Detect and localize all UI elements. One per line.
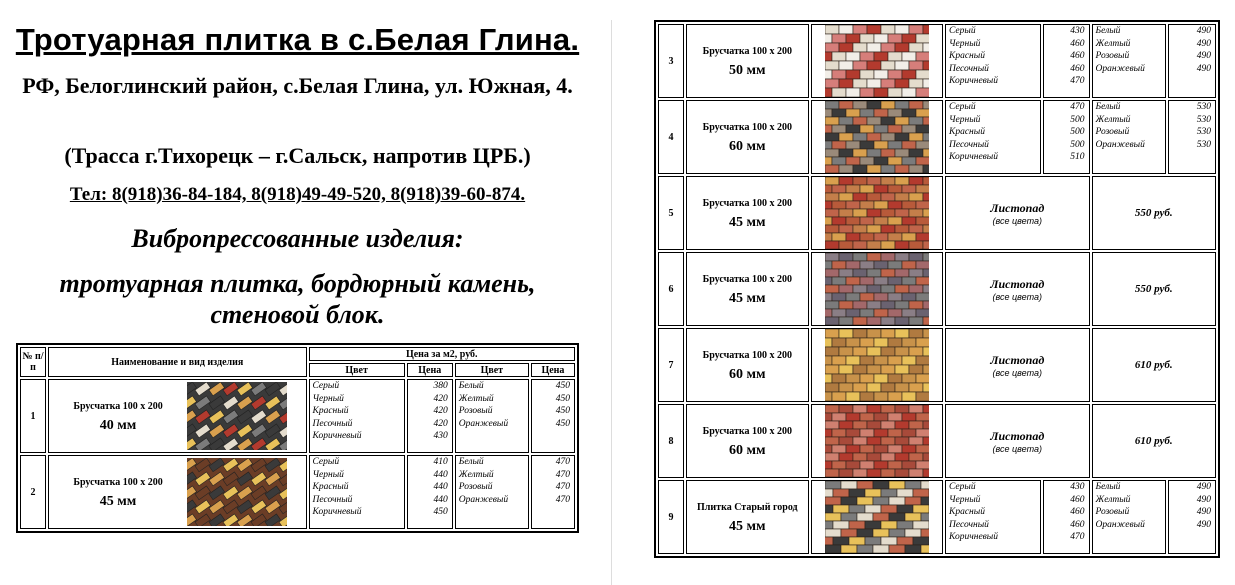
- product-name: Брусчатка 100 х 200: [702, 46, 792, 57]
- product-name: Плитка Старый город: [697, 502, 798, 513]
- product-name-cell: [48, 455, 306, 529]
- listopad-cell: [945, 252, 1090, 326]
- product-thickness: 45 мм: [729, 519, 766, 534]
- tile-photo-cell: [811, 480, 943, 554]
- product-thickness: 40 мм: [99, 418, 137, 433]
- listopad-cell: [945, 176, 1090, 250]
- product-name: Брусчатка 100 х 200: [702, 274, 792, 285]
- header-color: Цвет: [309, 363, 405, 377]
- listopad-cell: [945, 328, 1090, 402]
- listopad-price: 610 руб.: [1092, 404, 1216, 478]
- price-list: 490 490 490 490: [1168, 24, 1216, 98]
- phone-numbers: Тел: 8(918)36-84-184, 8(918)49-49-520, 8(918)39-60-874.: [69, 184, 526, 205]
- tile-photo: [825, 405, 929, 477]
- left-page: [0, 0, 595, 585]
- price-list: 530 530 530 530: [1168, 100, 1216, 174]
- table-row: [658, 24, 1216, 98]
- product-thickness: 45 мм: [729, 291, 766, 306]
- product-name-cell: [686, 252, 808, 326]
- listopad-note: (все цвета): [992, 443, 1042, 454]
- color-list: Белый Желтый Розовый Оранжевый: [455, 379, 529, 453]
- product-name: Брусчатка 100 х 200: [73, 401, 163, 412]
- route-note: (Трасса г.Тихорецк – г.Сальск, напротив ЦРБ.): [64, 143, 531, 168]
- product-thickness: 45 мм: [729, 215, 766, 230]
- color-list: Белый Желтый Розовый Оранжевый: [1092, 100, 1166, 174]
- color-list: Белый Желтый Розовый Оранжевый: [1092, 480, 1166, 554]
- tile-photo: [825, 25, 929, 97]
- tile-photo: [825, 177, 929, 249]
- color-list: Белый Желтый Розовый Оранжевый: [1092, 24, 1166, 98]
- product-thickness: 45 мм: [99, 494, 137, 509]
- page-title: Тротуарная плитка в с.Белая Глина.: [15, 22, 580, 57]
- listopad-cell: [945, 404, 1090, 478]
- color-list: Белый Желтый Розовый Оранжевый: [455, 455, 529, 529]
- product-name: Брусчатка 100 х 200: [702, 198, 792, 209]
- product-name-cell: [686, 24, 808, 98]
- product-name: Брусчатка 100 х 200: [702, 122, 792, 133]
- table-row: [658, 252, 1216, 326]
- product-name-cell: [686, 404, 808, 478]
- row-number: 6: [658, 252, 684, 326]
- tile-photo-cell: [811, 24, 943, 98]
- header-price: Цена: [407, 363, 453, 377]
- header-color: Цвет: [455, 363, 529, 377]
- row-number: 5: [658, 176, 684, 250]
- table-row: [658, 404, 1216, 478]
- table-row: [658, 176, 1216, 250]
- price-list: 430 460 460 460 470: [1043, 480, 1089, 554]
- price-list: 450 450 450 450: [531, 379, 575, 453]
- page-divider: [611, 20, 612, 585]
- tile-photo-cell: [811, 252, 943, 326]
- listopad-label: Листопад: [990, 428, 1045, 443]
- color-list: Серый Черный Красный Песочный Коричневый: [945, 480, 1041, 554]
- price-list: 490 490 490 490: [1168, 480, 1216, 554]
- tile-photo: [825, 481, 929, 553]
- row-number: 2: [20, 455, 46, 529]
- product-name: Брусчатка 100 х 200: [702, 426, 792, 437]
- price-table-left: [16, 343, 579, 533]
- products-list: тротуарная плитка, бордюрный камень, стеновой блок.: [59, 269, 536, 329]
- product-thickness: 60 мм: [729, 367, 766, 382]
- table-row: [20, 379, 575, 453]
- tile-photo-cell: [811, 328, 943, 402]
- color-list: Серый Черный Красный Песочный Коричневый: [945, 24, 1041, 98]
- price-list: 470 500 500 500 510: [1043, 100, 1089, 174]
- header-price: Цена: [531, 363, 575, 377]
- tile-photo-cell: [811, 100, 943, 174]
- row-number: 1: [20, 379, 46, 453]
- product-thickness: 50 мм: [729, 63, 766, 78]
- header-name: Наименование и вид изделия: [48, 347, 306, 377]
- price-list: 470 470 470 470: [531, 455, 575, 529]
- tile-photo: [825, 101, 929, 173]
- color-list: Серый Черный Красный Песочный Коричневый: [945, 100, 1041, 174]
- row-number: 7: [658, 328, 684, 402]
- row-number: 9: [658, 480, 684, 554]
- listopad-price: 610 руб.: [1092, 328, 1216, 402]
- listopad-price: 550 руб.: [1092, 252, 1216, 326]
- tile-photo-cell: [811, 404, 943, 478]
- price-list: 380 420 420 420 430: [407, 379, 453, 453]
- listopad-label: Листопад: [990, 276, 1045, 291]
- tile-photo: [825, 329, 929, 401]
- product-name-cell: [686, 328, 808, 402]
- product-name-cell: [686, 480, 808, 554]
- price-list: 410 440 440 440 450: [407, 455, 453, 529]
- header-price-per-m2: Цена за м2, руб.: [309, 347, 575, 361]
- product-name: Брусчатка 100 х 200: [73, 477, 163, 488]
- row-number: 8: [658, 404, 684, 478]
- price-table-right: [654, 20, 1220, 558]
- tile-photo-cell: [811, 176, 943, 250]
- tile-photo: [825, 253, 929, 325]
- products-heading: Вибропрессованные изделия:: [131, 224, 464, 253]
- product-thickness: 60 мм: [729, 139, 766, 154]
- product-name-cell: [686, 100, 808, 174]
- listopad-note: (все цвета): [992, 291, 1042, 302]
- product-name-cell: [686, 176, 808, 250]
- listopad-note: (все цвета): [992, 215, 1042, 226]
- product-thickness: 60 мм: [729, 443, 766, 458]
- table-row: [658, 100, 1216, 174]
- row-number: 3: [658, 24, 684, 98]
- product-name-cell: [48, 379, 306, 453]
- tile-photo: [187, 458, 287, 526]
- listopad-label: Листопад: [990, 352, 1045, 367]
- table-row: [658, 328, 1216, 402]
- tile-photo: [187, 382, 287, 450]
- table-row: [20, 455, 575, 529]
- product-name: Брусчатка 100 х 200: [702, 350, 792, 361]
- address: РФ, Белоглинский район, с.Белая Глина, ул. Южная, 4.: [22, 73, 573, 98]
- color-list: Серый Черный Красный Песочный Коричневый: [309, 379, 405, 453]
- table-row: [658, 480, 1216, 554]
- listopad-label: Листопад: [990, 200, 1045, 215]
- listopad-price: 550 руб.: [1092, 176, 1216, 250]
- listopad-note: (все цвета): [992, 367, 1042, 378]
- price-list: 430 460 460 460 470: [1043, 24, 1089, 98]
- header-num: № п/п: [20, 347, 46, 377]
- row-number: 4: [658, 100, 684, 174]
- color-list: Серый Черный Красный Песочный Коричневый: [309, 455, 405, 529]
